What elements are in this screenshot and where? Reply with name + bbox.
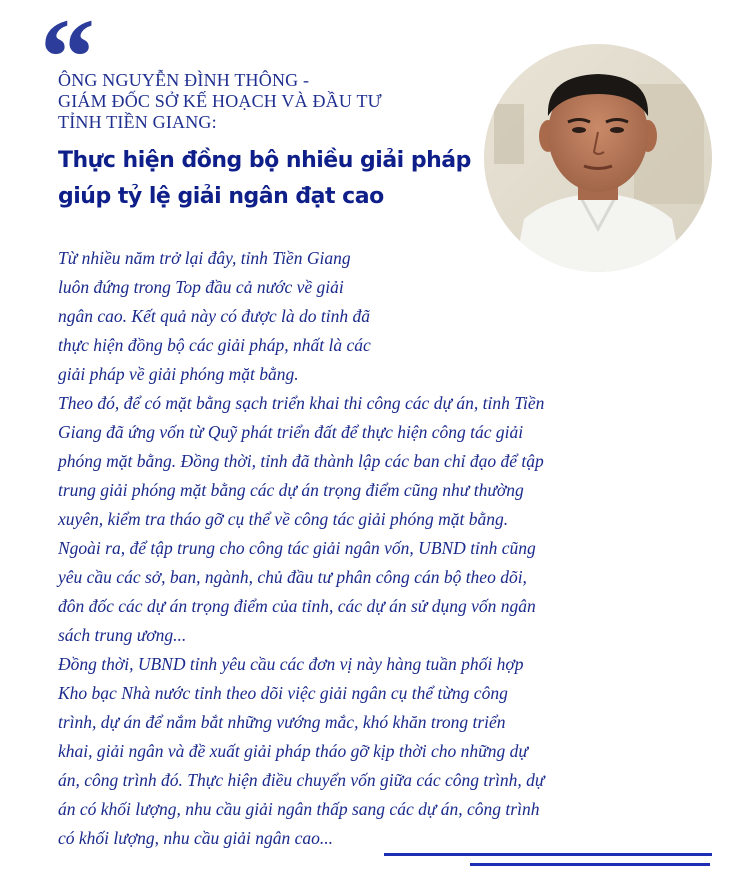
body-line: phóng mặt bằng. Đồng thời, tỉnh đã thành lập các ban chỉ đạo để tập bbox=[58, 451, 544, 471]
decorative-divider-top bbox=[384, 853, 712, 856]
body-line: án, công trình đó. Thực hiện điều chuyển vốn giữa các công trình, dự bbox=[58, 770, 545, 790]
body-line: Từ nhiều năm trở lại đây, tỉnh Tiền Giang bbox=[58, 248, 351, 268]
body-line: trình, dự án để nắm bắt những vướng mắc, khó khăn trong triển bbox=[58, 712, 506, 732]
body-paragraph bbox=[58, 650, 708, 853]
body-line: có khối lượng, nhu cầu giải ngân cao... bbox=[58, 828, 334, 848]
body-line: xuyên, kiểm tra tháo gỡ cụ thể về công tác giải phóng mặt bằng. bbox=[58, 509, 509, 529]
body-line: thực hiện đồng bộ các giải pháp, nhất là các bbox=[58, 335, 371, 355]
article-title bbox=[58, 143, 488, 215]
body-line: khai, giải ngân và đề xuất giải pháp tháo gỡ kịp thời cho những dự bbox=[58, 741, 528, 761]
article-title-line: Thực hiện đồng bộ nhiều giải pháp bbox=[58, 148, 471, 173]
body-line: án có khối lượng, nhu cầu giải ngân thấp sang các dự án, công trình bbox=[58, 799, 540, 819]
quote-mark-icon: “ bbox=[40, 0, 95, 118]
body-line: ngân cao. Kết quả này có được là do tỉnh đã bbox=[58, 306, 370, 326]
body-line: Theo đó, để có mặt bằng sạch triển khai thi công các dự án, tỉnh Tiền bbox=[58, 393, 545, 413]
body-line: đôn đốc các dự án trọng điểm của tỉnh, các dự án sử dụng vốn ngân bbox=[58, 596, 536, 616]
article-body bbox=[58, 244, 708, 853]
body-line: yêu cầu các sở, ban, ngành, chủ đầu tư phân công cán bộ theo dõi, bbox=[58, 567, 527, 587]
body-line: trung giải phóng mặt bằng các dự án trọng điểm cũng như thường bbox=[58, 480, 524, 500]
speaker-position: GIÁM ĐỐC SỞ KẾ HOẠCH VÀ ĐẦU TƯ bbox=[58, 91, 382, 111]
body-line: Kho bạc Nhà nước tỉnh theo dõi việc giải ngân cụ thể từng công bbox=[58, 683, 508, 703]
article-title-line: giúp tỷ lệ giải ngân đạt cao bbox=[58, 184, 384, 209]
body-line: luôn đứng trong Top đầu cả nước về giải bbox=[58, 277, 344, 297]
body-paragraph bbox=[58, 389, 708, 650]
body-line: giải pháp về giải phóng mặt bằng. bbox=[58, 364, 299, 384]
body-line: Giang đã ứng vốn từ Quỹ phát triển đất để thực hiện công tác giải bbox=[58, 422, 524, 442]
body-line: Đồng thời, UBND tỉnh yêu cầu các đơn vị này hàng tuần phối hợp bbox=[58, 654, 524, 674]
body-line: Ngoài ra, để tập trung cho công tác giải ngân vốn, UBND tỉnh cũng bbox=[58, 538, 536, 558]
body-paragraph bbox=[58, 244, 708, 389]
article-header bbox=[58, 70, 488, 215]
speaker-province: TỈNH TIỀN GIANG: bbox=[58, 112, 217, 132]
speaker-portrait bbox=[484, 44, 712, 272]
decorative-divider-bottom bbox=[470, 863, 710, 866]
speaker-name: ÔNG NGUYỄN ĐÌNH THÔNG - bbox=[58, 70, 310, 90]
body-line: sách trung ương... bbox=[58, 625, 187, 645]
